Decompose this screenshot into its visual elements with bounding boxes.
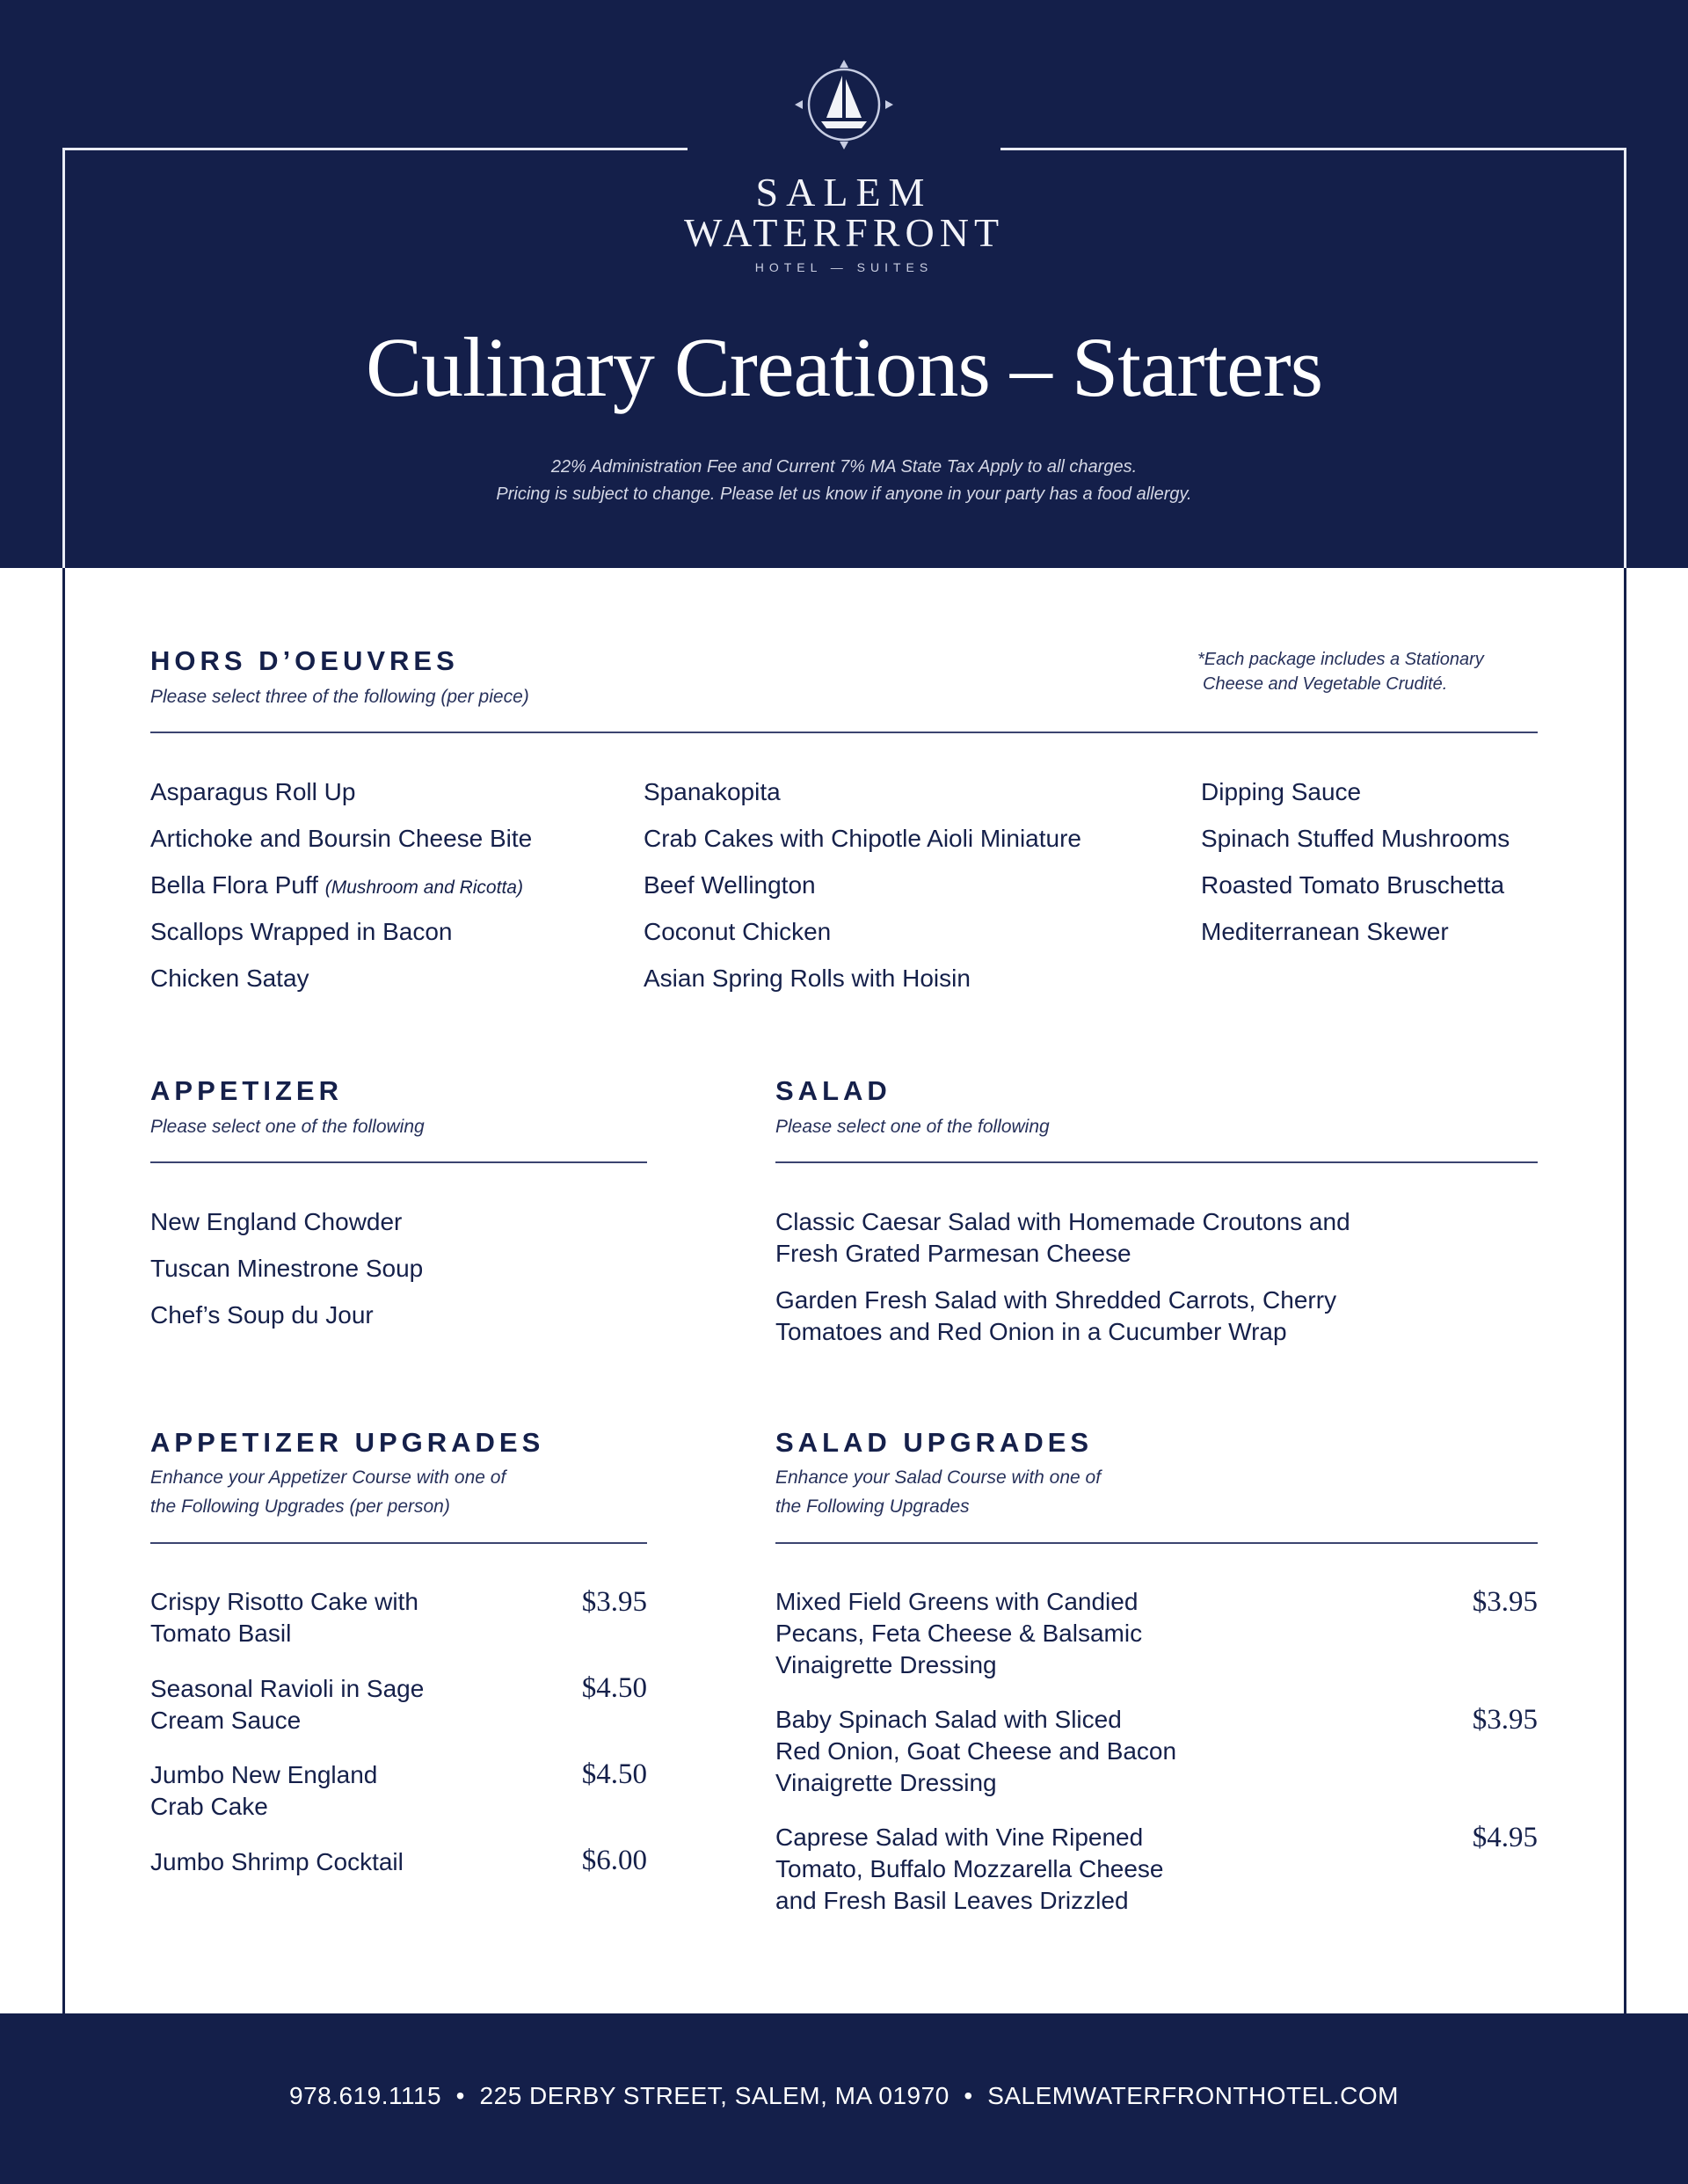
list-item: Spanakopita bbox=[644, 778, 781, 805]
list-item: Roasted Tomato Bruschetta bbox=[1201, 871, 1505, 899]
list-item bbox=[775, 1285, 1336, 1348]
appetizer-subtitle: Please select one of the following bbox=[150, 1117, 425, 1137]
list-item bbox=[150, 1759, 377, 1823]
salad-rule bbox=[775, 1161, 1538, 1163]
price: $3.95 bbox=[1472, 1704, 1538, 1736]
item-line: Jumbo New England bbox=[150, 1761, 378, 1788]
list-item: Artichoke and Boursin Cheese Bite bbox=[150, 825, 533, 852]
salad-upgrades-title: SALAD UPGRADES bbox=[775, 1427, 1094, 1458]
list-item: Chef’s Soup du Jour bbox=[150, 1301, 374, 1329]
frame-line-top-right bbox=[1000, 148, 1626, 150]
package-note-line1: *Each package includes a Stationary bbox=[1197, 650, 1484, 669]
list-item bbox=[775, 1822, 1164, 1917]
item-line: Pecans, Feta Cheese & Balsamic bbox=[775, 1620, 1143, 1647]
salad-upgrades-rule bbox=[775, 1542, 1538, 1544]
price: $4.50 bbox=[581, 1672, 647, 1704]
item-line: Crab Cake bbox=[150, 1793, 268, 1820]
list-item: Mediterranean Skewer bbox=[1201, 918, 1449, 945]
appetizer-rule bbox=[150, 1161, 647, 1163]
salad-upgrades-subtitle-line2: the Following Upgrades bbox=[775, 1496, 970, 1517]
list-item bbox=[775, 1586, 1142, 1681]
item-line: Mixed Field Greens with Candied bbox=[775, 1588, 1139, 1615]
notice-line2: Pricing is subject to change. Please let us know if anyone in your party has a food allergy. bbox=[496, 484, 1192, 504]
list-item: Beef Wellington bbox=[644, 871, 816, 899]
item-line: Cream Sauce bbox=[150, 1707, 302, 1734]
appetizer-upgrades-subtitle-line1: Enhance your Appetizer Course with one of bbox=[150, 1467, 506, 1488]
salad-upgrades-subtitle-line1: Enhance your Salad Course with one of bbox=[775, 1467, 1102, 1488]
item-line: Vinaigrette Dressing bbox=[775, 1651, 997, 1678]
list-item: Crab Cakes with Chipotle Aioli Miniature bbox=[644, 825, 1081, 852]
item-line: Fresh Grated Parmesan Cheese bbox=[775, 1240, 1131, 1267]
item-line: Baby Spinach Salad with Sliced bbox=[775, 1706, 1122, 1733]
list-item: Jumbo Shrimp Cocktail bbox=[150, 1848, 404, 1875]
price: $6.00 bbox=[581, 1845, 647, 1876]
sailboat-compass-icon bbox=[791, 56, 897, 162]
salad-subtitle: Please select one of the following bbox=[775, 1117, 1050, 1137]
item-line: Tomato Basil bbox=[150, 1620, 292, 1647]
list-item: Asian Spring Rolls with Hoisin bbox=[644, 965, 971, 992]
list-item: Asparagus Roll Up bbox=[150, 778, 356, 805]
brand-name-line2: WATERFRONT bbox=[683, 210, 1005, 255]
price: $3.95 bbox=[1472, 1586, 1538, 1618]
package-note-line2: Cheese and Vegetable Crudité. bbox=[1203, 674, 1448, 694]
price: $4.95 bbox=[1472, 1822, 1538, 1853]
price: $4.50 bbox=[581, 1758, 647, 1790]
salad-title: SALAD bbox=[775, 1075, 891, 1106]
item-line: Crispy Risotto Cake with bbox=[150, 1588, 418, 1615]
appetizer-upgrades-title: APPETIZER UPGRADES bbox=[150, 1427, 545, 1458]
list-item bbox=[150, 1673, 424, 1736]
page-title: Culinary Creations – Starters bbox=[365, 320, 1323, 414]
appetizer-upgrades-subtitle-line2: the Following Upgrades (per person) bbox=[150, 1496, 450, 1517]
list-item bbox=[150, 1586, 418, 1649]
hors-doeuvres-subtitle: Please select three of the following (per piece) bbox=[150, 687, 529, 707]
appetizer-upgrades-rule bbox=[150, 1542, 647, 1544]
item-line: Tomatoes and Red Onion in a Cucumber Wrap bbox=[775, 1318, 1287, 1345]
list-item: Spinach Stuffed Mushrooms bbox=[1201, 825, 1510, 852]
brand-name-line1: SALEM bbox=[755, 170, 933, 215]
item-name: Bella Flora Puff bbox=[150, 871, 318, 899]
item-note: (Mushroom and Ricotta) bbox=[324, 877, 523, 898]
list-item: Dipping Sauce bbox=[1201, 778, 1362, 805]
item-line: Red Onion, Goat Cheese and Bacon bbox=[775, 1737, 1177, 1765]
frame-line-top-left bbox=[62, 148, 688, 150]
item-line: Classic Caesar Salad with Homemade Croutons and bbox=[775, 1208, 1350, 1235]
list-item: Coconut Chicken bbox=[644, 918, 832, 945]
list-item: New England Chowder bbox=[150, 1208, 403, 1235]
list-item bbox=[775, 1704, 1176, 1799]
list-item bbox=[150, 870, 523, 904]
item-line: Seasonal Ravioli in Sage bbox=[150, 1675, 425, 1702]
item-line: Caprese Salad with Vine Ripened bbox=[775, 1824, 1144, 1851]
list-item: Chicken Satay bbox=[150, 965, 309, 992]
appetizer-title: APPETIZER bbox=[150, 1075, 343, 1106]
item-line: and Fresh Basil Leaves Drizzled bbox=[775, 1887, 1129, 1914]
list-item bbox=[775, 1206, 1350, 1270]
brand-subtitle: HOTEL — SUITES bbox=[754, 260, 934, 274]
hors-doeuvres-title: HORS D’OEUVRES bbox=[150, 645, 459, 676]
item-line: Tomato, Buffalo Mozzarella Cheese bbox=[775, 1855, 1164, 1882]
footer-contact: 978.619.1115 • 225 DERBY STREET, SALEM, MA 01970 • SALEMWATERFRONTHOTEL.COM bbox=[289, 2082, 1399, 2109]
price: $3.95 bbox=[581, 1586, 647, 1618]
hors-doeuvres-rule bbox=[150, 732, 1538, 733]
item-line: Garden Fresh Salad with Shredded Carrots, Cherry bbox=[775, 1286, 1337, 1314]
list-item: Scallops Wrapped in Bacon bbox=[150, 918, 453, 945]
frame-line-right-header bbox=[1624, 148, 1626, 568]
frame-line-left-header bbox=[62, 148, 65, 568]
notice-line1: 22% Administration Fee and Current 7% MA State Tax Apply to all charges. bbox=[550, 457, 1138, 477]
item-line: Vinaigrette Dressing bbox=[775, 1769, 997, 1796]
list-item: Tuscan Minestrone Soup bbox=[150, 1255, 424, 1282]
